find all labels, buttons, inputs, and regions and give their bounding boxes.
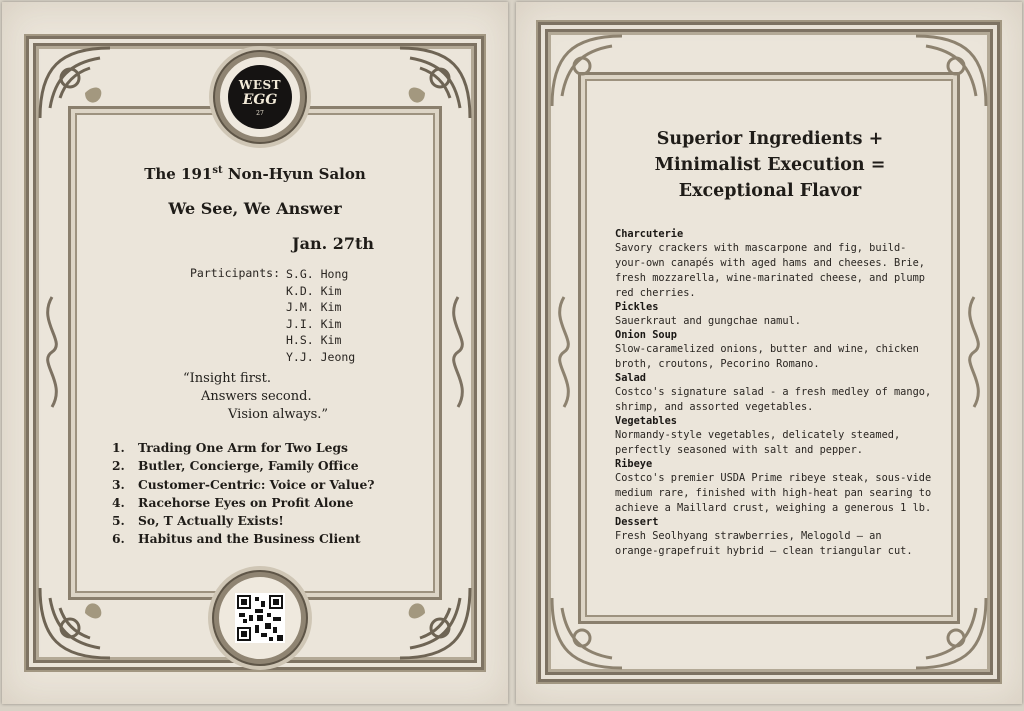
scroll-ornament-top-right [904,26,996,118]
course-ribeye [615,458,932,516]
course-charcuterie [615,228,925,301]
side-flourish-left [544,292,584,412]
menu-title-line: Minimalist Execution = [654,155,886,175]
course-desc-line: Costco's premier USDA Prime ribeye steak, sous-vide [615,472,932,484]
course-name: Pickles [615,301,659,313]
course-pickles [615,301,925,329]
course-name: Ribeye [615,458,653,470]
course-desc-line: fresh mozzarella, wine-marinated cheese, and plump [615,272,925,284]
quote-line: Vision always.” [228,407,329,422]
course-desc-line: shrimp, and assorted vegetables. [615,401,814,413]
quote-line: “Insight first. [183,371,271,386]
participants-label: Participants: [190,266,281,280]
topic-item [112,495,375,513]
topic-item [112,531,375,549]
quote-line: Answers second. [201,389,312,404]
salon-program-card [2,2,508,704]
participant-name: Y.J. Jeong [286,349,356,364]
menu-title-line: Exceptional Flavor [678,181,862,201]
course-desc-line: Slow-caramelized onions, butter and wine, chicken [615,343,919,355]
topic-number: 2. [112,458,125,474]
logo-text-west: WEST [238,78,282,92]
salon-subtitle: We See, We Answer [168,199,342,218]
topic-item [112,513,375,531]
topic-number: 6. [112,531,125,547]
topic-number: 1. [112,440,125,455]
course-desc-line: Savory crackers with mascarpone and fig, build- [615,242,907,254]
participant-name: H.S. Kim [286,333,342,348]
qr-code-medallion [214,572,306,664]
participant-name: J.M. Kim [286,300,342,315]
participant-name: J.I. Kim [286,316,342,331]
topic-item [112,477,375,495]
topic-text: Trading One Arm for Two Legs [138,440,348,455]
menu-title-line: Superior Ingredients + [656,129,884,149]
participant-name: S.G. Hong [286,267,349,281]
participants-list [286,266,355,366]
topic-item [112,458,375,476]
west-egg-logo [228,65,292,129]
course-dessert [615,516,925,559]
participant-name: K.D. Kim [286,283,342,298]
scroll-ornament-bottom-left [542,586,634,678]
course-desc-line: Fresh Seolhyang strawberries, Melogold — an [615,530,882,542]
course-desc-line: Costco's signature salad - a fresh medley of mango, [615,386,932,398]
scroll-ornament-bottom-right [904,586,996,678]
west-egg-logo-medallion [215,52,305,142]
course-name: Dessert [615,516,659,528]
topic-text: Butler, Concierge, Family Office [138,458,359,474]
salon-title-ordinal: st [212,165,223,176]
topic-number: 4. [112,494,125,510]
salon-title [82,165,428,183]
course-name: Onion Soup [615,329,677,341]
qr-code-icon[interactable] [235,593,285,643]
logo-text-egg: EGG [242,92,278,108]
logo-text-number: 27 [256,110,264,117]
menu-courses [615,228,932,559]
course-name: Charcuterie [615,228,684,240]
topic-number: 3. [112,476,125,492]
course-desc-line: Sauerkraut and gungchae namul. [615,315,801,327]
course-vegetables [615,415,925,458]
topic-text: Habitus and the Business Client [138,531,361,547]
topic-text: Racehorse Eyes on Profit Alone [138,494,354,510]
course-salad [615,372,932,415]
course-desc-line: red cherries. [615,287,696,299]
topic-item [112,440,375,458]
topic-text: Customer-Centric: Voice or Value? [138,476,375,492]
course-desc-line: your-own canapés with aged hams and cheeses. Brie, [615,257,925,269]
menu-title [630,126,910,204]
course-desc-line: achieve a Maillard crust, weighing a generous 1 lb. [615,502,932,514]
salon-title-suffix: Non-Hyun Salon [222,165,366,183]
topics-list [112,440,375,550]
salon-title-prefix: The 191 [144,165,213,183]
salon-date: Jan. 27th [292,234,374,253]
course-name: Salad [615,372,646,384]
course-desc-line: Normandy-style vegetables, delicately steamed, [615,429,901,441]
scroll-ornament-top-right [388,38,480,130]
course-onion-soup [615,329,925,372]
topic-text: So, T Actually Exists! [138,513,284,529]
side-flourish-left [32,292,72,412]
scroll-ornament-top-left [30,38,122,130]
topic-number: 5. [112,513,125,529]
side-flourish-right [438,292,478,412]
course-desc-line: orange-grapefruit hybrid — clean triangular cut. [615,545,913,557]
scroll-ornament-bottom-left [30,576,122,668]
course-desc-line: broth, croutons, Pecorino Romano. [615,358,820,370]
scroll-ornament-top-left [542,26,634,118]
course-desc-line: medium rare, finished with high-heat pan searing to [615,487,932,499]
course-name: Vegetables [615,415,677,427]
side-flourish-right [954,292,994,412]
course-desc-line: perfectly seasoned with salt and pepper. [615,444,863,456]
scroll-ornament-bottom-right [388,576,480,668]
